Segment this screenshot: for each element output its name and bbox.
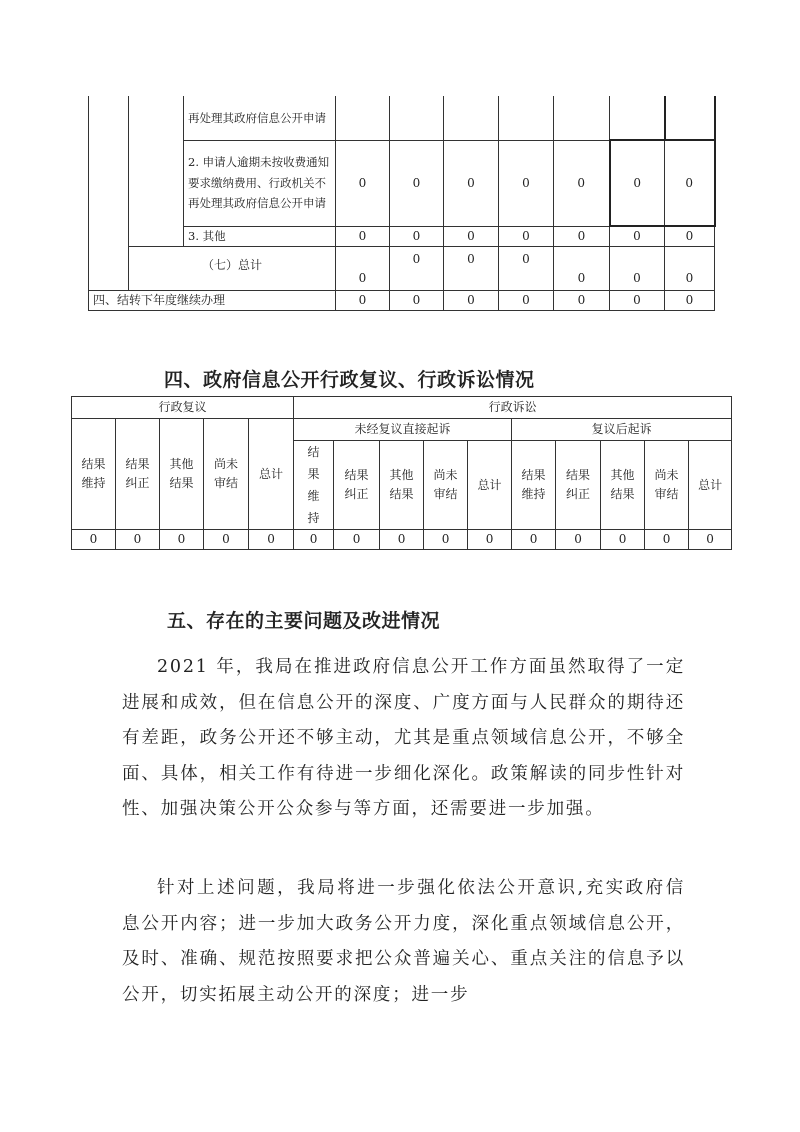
col-header: 结果纠正 bbox=[116, 419, 160, 530]
table-cell: 0 bbox=[556, 530, 601, 550]
table-cell: 0 bbox=[444, 140, 499, 226]
table-cell bbox=[665, 96, 715, 140]
paragraph-text: 2021 年，我局在推进政府信息公开工作方面虽然取得了一定进展和成效，但在信息公开的深度、广度方面与人民群众的期待还有差距，政务公开还不够主动，尤其是重点领域信息公开，不够全面、具体，相关工作有待进一步细化深化。政策解读的同步性针对性、加强决策公开公众参与等方面，还需要进一步加强。 bbox=[122, 657, 685, 819]
table-cell: 0 bbox=[665, 246, 715, 290]
table-cell: 0 bbox=[294, 530, 334, 550]
col-header: 结果纠正 bbox=[556, 441, 601, 530]
table-cell: 0 bbox=[72, 530, 116, 550]
col-header: 其他结果 bbox=[380, 441, 424, 530]
table-row bbox=[72, 530, 732, 550]
col-header: 结果维持 bbox=[512, 441, 556, 530]
table-cell: 0 bbox=[554, 226, 610, 246]
review-header: 行政复议 bbox=[72, 397, 294, 419]
table-cell: 0 bbox=[610, 140, 665, 226]
table-cell: 0 bbox=[665, 226, 715, 246]
table-cell: 0 bbox=[336, 290, 390, 310]
table-cell: 0 bbox=[645, 530, 689, 550]
col-header: 其他结果 bbox=[160, 419, 204, 530]
table-cell bbox=[499, 96, 554, 140]
table-cell: 0 bbox=[336, 246, 390, 290]
direct-suit-header: 未经复议直接起诉 bbox=[294, 419, 512, 441]
table-cell: 0 bbox=[610, 246, 665, 290]
table-cell: 0 bbox=[689, 530, 732, 550]
table-cell: 0 bbox=[380, 530, 424, 550]
section-title: 四、政府信息公开行政复议、行政诉讼情况 bbox=[164, 369, 535, 391]
table-cell: 0 bbox=[390, 290, 444, 310]
table-cell bbox=[336, 96, 390, 140]
row-label: 四、结转下年度继续办理 bbox=[89, 290, 336, 310]
table-cell: 0 bbox=[390, 226, 444, 246]
litigation-header: 行政诉讼 bbox=[294, 397, 732, 419]
col-header: 结果维持 bbox=[72, 419, 116, 530]
table-cell: 0 bbox=[336, 140, 390, 226]
table-cell bbox=[444, 96, 499, 140]
application-results-table bbox=[88, 96, 716, 311]
table-cell: 0 bbox=[204, 530, 249, 550]
row-label: 3. 其他 bbox=[184, 226, 336, 246]
table-cell: 0 bbox=[499, 290, 554, 310]
after-review-header: 复议后起诉 bbox=[512, 419, 732, 441]
table-cell bbox=[610, 96, 665, 140]
col-header: 尚未审结 bbox=[424, 441, 468, 530]
table-cell: 0 bbox=[336, 226, 390, 246]
table-row bbox=[89, 96, 715, 140]
table-cell: 0 bbox=[554, 290, 610, 310]
table-cell: 0 bbox=[444, 226, 499, 246]
table-cell: 0 bbox=[499, 246, 554, 290]
table-cell: 0 bbox=[390, 140, 444, 226]
table-cell: 0 bbox=[601, 530, 645, 550]
table-cell: 0 bbox=[334, 530, 380, 550]
table-cell: 0 bbox=[249, 530, 294, 550]
body-paragraph bbox=[122, 650, 685, 828]
body-paragraph bbox=[122, 871, 685, 1013]
col-header: 尚未审结 bbox=[204, 419, 249, 530]
table-cell: 0 bbox=[468, 530, 512, 550]
col-header: 总计 bbox=[468, 441, 512, 530]
row-label: （七）总计 bbox=[129, 246, 336, 290]
col-header: 总计 bbox=[249, 419, 294, 530]
table-cell: 0 bbox=[610, 290, 665, 310]
table-row bbox=[89, 290, 715, 310]
table-cell: 0 bbox=[444, 246, 499, 290]
table-cell: 0 bbox=[554, 246, 610, 290]
table-cell: 0 bbox=[444, 290, 499, 310]
table-cell: 0 bbox=[390, 246, 444, 290]
table-cell: 0 bbox=[499, 140, 554, 226]
table-cell: 0 bbox=[424, 530, 468, 550]
col-header: 结果维持 bbox=[294, 441, 334, 530]
table-cell: 0 bbox=[499, 226, 554, 246]
table-row bbox=[72, 419, 732, 441]
col-header: 结果纠正 bbox=[334, 441, 380, 530]
col-header: 尚未审结 bbox=[645, 441, 689, 530]
paragraph-text: 针对上述问题，我局将进一步强化依法公开意识,充实政府信息公开内容；进一步加大政务公开力度，深化重点领域信息公开，及时、准确、规范按照要求把公众普遍关心、重点关注的信息予以公开，切实拓展主动公开的深度；进一步 bbox=[122, 878, 685, 1005]
section-title: 五、存在的主要问题及改进情况 bbox=[167, 610, 441, 632]
table-cell: 0 bbox=[554, 140, 610, 226]
review-litigation-table bbox=[71, 396, 732, 550]
table-row bbox=[89, 246, 715, 290]
table-cell: 0 bbox=[160, 530, 204, 550]
row-label: 2. 申请人逾期未按收费通知要求缴纳费用、行政机关不再处理其政府信息公开申请 bbox=[184, 140, 336, 226]
table-row bbox=[72, 397, 732, 419]
table-cell: 0 bbox=[665, 290, 715, 310]
table-cell bbox=[554, 96, 610, 140]
row-label: 再处理其政府信息公开申请 bbox=[184, 96, 336, 140]
table-cell: 0 bbox=[512, 530, 556, 550]
table-cell: 0 bbox=[116, 530, 160, 550]
table-cell bbox=[390, 96, 444, 140]
table-cell: 0 bbox=[665, 140, 715, 226]
col-header: 总计 bbox=[689, 441, 732, 530]
table-cell: 0 bbox=[610, 226, 665, 246]
col-header: 其他结果 bbox=[601, 441, 645, 530]
